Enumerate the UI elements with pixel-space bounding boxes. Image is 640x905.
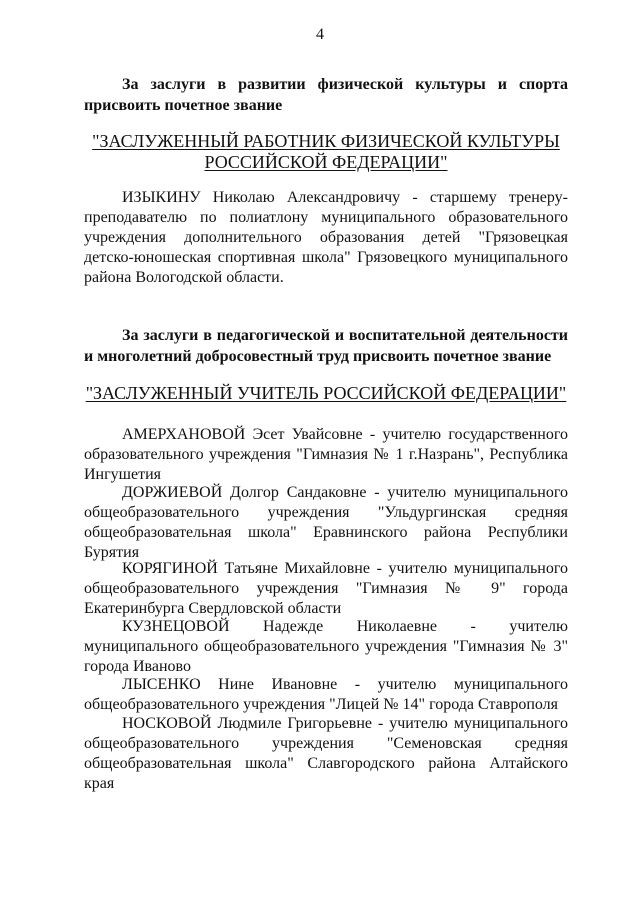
- entry-line: АМЕРХАНОВОЙ Эсет Увайсовне - учителю государственного: [122, 426, 568, 443]
- entry-line: Бурятия: [84, 544, 140, 561]
- entry-line: учреждения дополнительного образования детей "Грязовецкая: [84, 229, 568, 246]
- section1-title: [84, 131, 568, 173]
- section1-entry: [84, 188, 568, 288]
- entry-line: общеобразовательного учреждения "Ульдургинская средняя: [84, 504, 568, 521]
- entry-line: ДОРЖИЕВОЙ Долгор Сандаковне - учителю муниципального: [122, 484, 568, 501]
- entry-line: края: [84, 775, 115, 792]
- entry-line: НОСКОВОЙ Людмиле Григорьевне - учителю муниципального: [122, 715, 568, 732]
- entry-line: ИЗЫКИНУ Николаю Александровичу - старшему тренеру-: [122, 189, 568, 206]
- section2-entry-noskova: [84, 714, 568, 794]
- entry-line: детско-юношеская спортивная школа" Грязовецкого муниципального: [84, 249, 568, 266]
- entry-line: муниципального общеобразовательного учреждения "Гимназия № 3": [84, 638, 568, 655]
- section2-entry-dorzhieva: [84, 483, 568, 563]
- entry-line: ЛЫСЕНКО Нине Ивановне - учителю муниципального: [122, 676, 568, 693]
- entry-line: КОРЯГИНОЙ Татьяне Михайловне - учителю муниципального: [122, 560, 568, 577]
- section1-heading-line: За заслуги в развитии физической культуры и спорта: [122, 76, 568, 93]
- entry-line: общеобразовательного учреждения "Семеновская средняя: [84, 735, 568, 752]
- entry-line: преподавателю по полиатлону муниципального образовательного: [84, 209, 568, 226]
- section2-heading: [84, 325, 568, 367]
- section2-heading-line: За заслуги в педагогической и воспитательной деятельности: [122, 327, 568, 344]
- section1-title-line: "ЗАСЛУЖЕННЫЙ РАБОТНИК ФИЗИЧЕСКОЙ КУЛЬТУРЫ: [92, 131, 560, 151]
- section2-entry-kuznetsova: [84, 617, 568, 677]
- page-number: 4: [316, 26, 324, 43]
- section2-heading-line: и многолетний добросовестный труд присвоить почетное звание: [84, 348, 552, 365]
- section2-title: [84, 383, 568, 404]
- section2-entry-lysenko: [84, 675, 568, 715]
- entry-line: города Иваново: [84, 658, 191, 675]
- section1-heading-line: присвоить почетное звание: [84, 97, 283, 114]
- entry-line: общеобразовательная школа" Еравнинского района Республики: [84, 524, 568, 541]
- entry-line: Екатеринбурга Свердловской области: [84, 600, 342, 617]
- entry-line: общеобразовательного учреждения "Гимназия № 9" города: [84, 580, 568, 597]
- entry-line: Ингушетия: [84, 466, 162, 483]
- entry-line: общеобразовательного учреждения "Лицей № 14" города Ставрополя: [84, 696, 559, 713]
- entry-line: района Вологодской области.: [84, 269, 284, 286]
- section2-entry-koryagina: [84, 559, 568, 619]
- section1-heading: [84, 74, 568, 116]
- entry-line: образовательного учреждения "Гимназия № 1 г.Назрань", Республика: [84, 446, 568, 463]
- entry-line: общеобразовательная школа" Славгородского района Алтайского: [84, 755, 568, 772]
- section2-title-line: "ЗАСЛУЖЕННЫЙ УЧИТЕЛЬ РОССИЙСКОЙ ФЕДЕРАЦИИ": [85, 383, 567, 403]
- entry-line: КУЗНЕЦОВОЙ Надежде Николаевне - учителю: [122, 618, 568, 635]
- section2-entry-amerkhanova: [84, 425, 568, 485]
- section1-title-line: РОССИЙСКОЙ ФЕДЕРАЦИИ": [204, 152, 448, 172]
